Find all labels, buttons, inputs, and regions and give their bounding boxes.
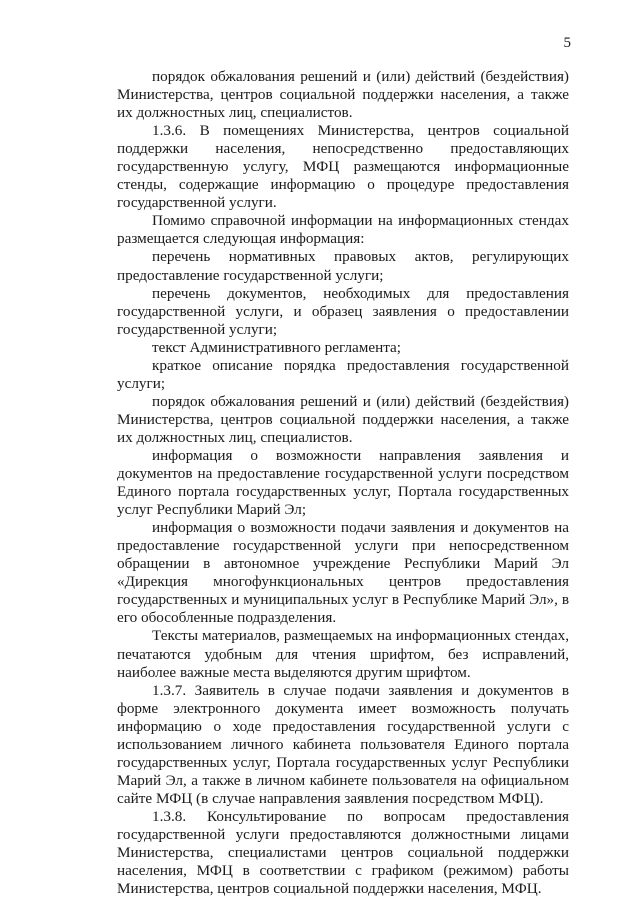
paragraph-1-3-8: 1.3.8. Консультирование по вопросам предоставления государственной услуги предоставляются должностными лицами Министерства, специалистами центров социальной поддержки населения, МФЦ в соответствии с графиком (режимом) работы Министерства, центров социальной поддержки населения, МФЦ. — [117, 807, 569, 898]
page-number: 5 — [563, 35, 571, 51]
paragraph-1-3-7: 1.3.7. Заявитель в случае подачи заявления и документов в форме электронного документа имеет возможность получать информацию о ходе предоставления государственной услуги с использованием личного кабинета пользователя Единого портала государственных услуг, Портала государственных услуг Республики Марий Эл, а также в личном кабинете пользователя на официальном сайте МФЦ (в случае направления заявления посредством МФЦ). — [117, 681, 569, 807]
document-body — [117, 68, 569, 898]
list-item-regulation-text: текст Административного регламента; — [152, 338, 402, 356]
list-item-appeal-procedure: порядок обжалования решений и (или) действий (бездействия) Министерства, центров социальной поддержки населения, а также их должностных лиц, специалистов. — [117, 392, 569, 446]
list-item-mfc-info: информация о возможности подачи заявления и документов на предоставление государственной услуги при непосредственном обращении в автономное учреждение Республики Марий Эл «Дирекция многофункциональных центров предоставления государственных и муниципальных услуг в Республике Марий Эл», в его обособленные подразделения. — [117, 519, 569, 627]
list-item-portal-info: информация о возможности направления заявления и документов на предоставление государственной услуги посредством Единого портала государственных услуг, Портала государственных услуг Республики Марий Эл; — [117, 446, 569, 519]
paragraph-stand-info-intro: Помимо справочной информации на информационных стендах размещается следующая информация: — [117, 212, 569, 248]
list-item-legal-acts: перечень нормативных правовых актов, регулирующих предоставление государственной услуги; — [117, 248, 569, 284]
paragraph-appeal-procedure: порядок обжалования решений и (или) действий (бездействия) Министерства, центров социальной поддержки населения, а также их должностных лиц, специалистов. — [117, 68, 569, 122]
paragraph-1-3-6: 1.3.6. В помещениях Министерства, центров социальной поддержки населения, непосредственно предоставляющих государственную услугу, МФЦ размещаются информационные стенды, содержащие информацию о процедуре предоставления государственной услуги. — [117, 122, 569, 212]
paragraph-materials-font: Тексты материалов, размещаемых на информационных стендах, печатаются удобным для чтения шрифтом, без исправлений, наиболее важные места выделяются другим шрифтом. — [117, 627, 569, 681]
list-item-documents: перечень документов, необходимых для предоставления государственной услуги, и образец заявления о предоставлении государственной услуги; — [117, 284, 569, 338]
list-item-procedure-summary: краткое описание порядка предоставления государственной услуги; — [117, 356, 569, 392]
